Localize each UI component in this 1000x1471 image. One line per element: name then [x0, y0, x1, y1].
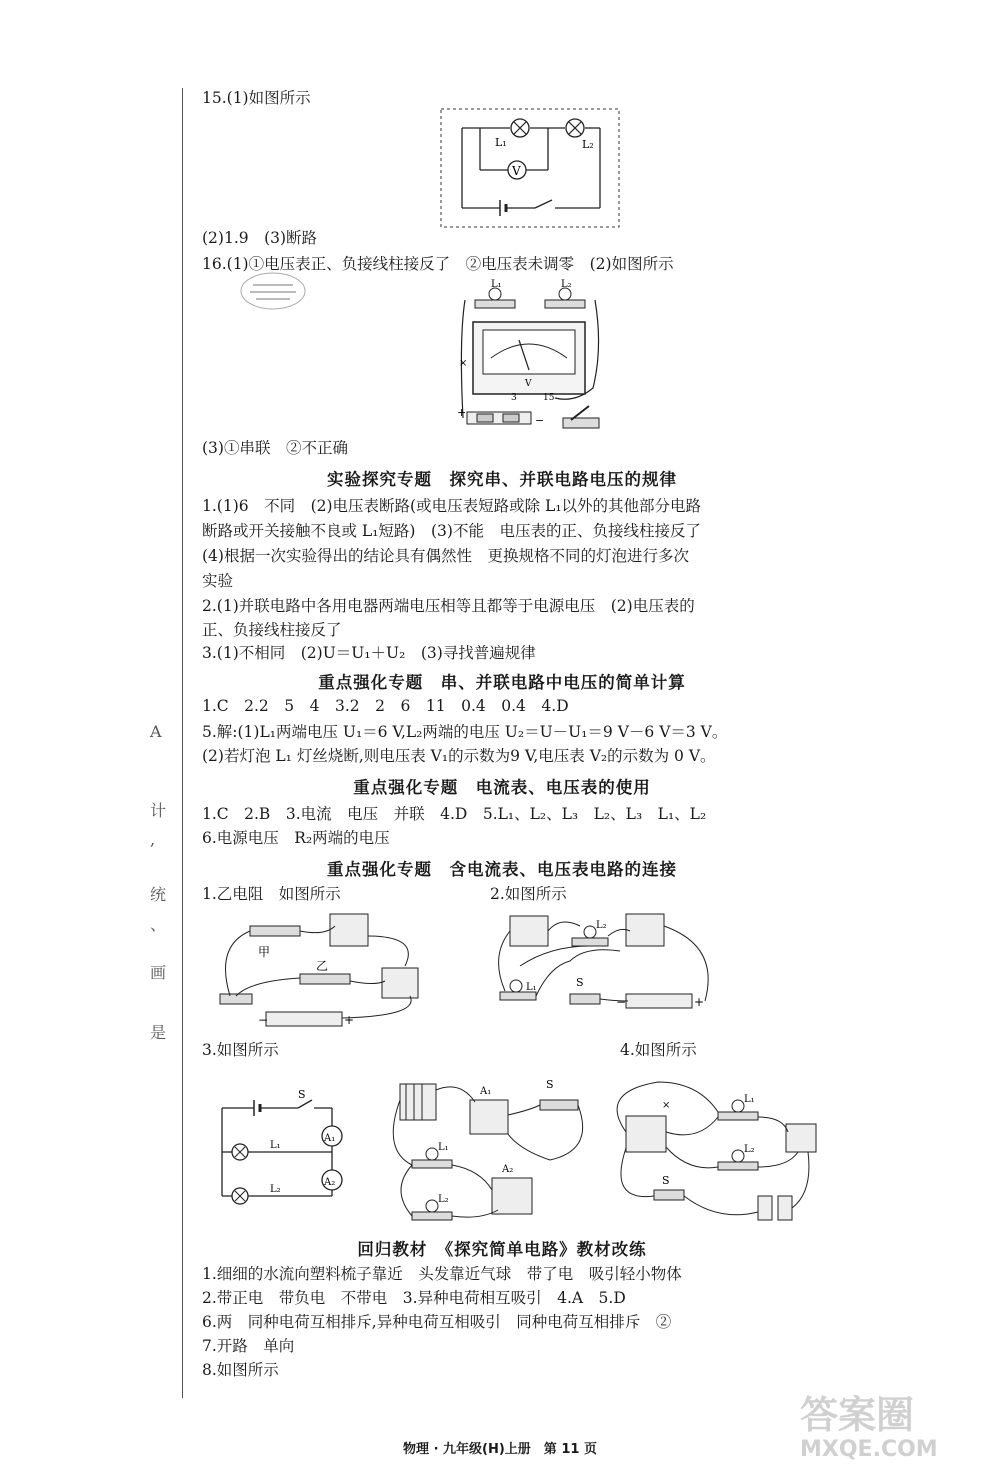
svg-text:L₂: L₂	[270, 1184, 281, 1195]
svg-text:A₁: A₁	[480, 1086, 492, 1097]
svg-text:L₂: L₂	[438, 1194, 449, 1205]
voltmeter-circuit-16	[455, 278, 605, 434]
svg-text:15: 15	[543, 393, 555, 403]
svg-text:A₂: A₂	[502, 1164, 514, 1175]
meters-answer-6: 6.电源电压 R₂两端的电压	[202, 829, 390, 847]
exp-answer-1b: 断路或开关接触不良或 L₁短路) (3)不能 电压表的正、负接线柱接反了	[202, 522, 701, 540]
svg-text:L₂: L₂	[744, 1144, 755, 1155]
answer-16-1: 16.(1)①电压表正、负接线柱接反了 ②电压表未调零 (2)如图所示	[202, 255, 674, 273]
margin-mark: 画	[150, 963, 167, 982]
schematic-figure-3	[214, 1088, 354, 1218]
svg-text:S: S	[662, 1174, 670, 1187]
exp-answer-1c: (4)根据一次实验得出的结论具有偶然性 更换规格不同的灯泡进行多次	[202, 547, 689, 565]
svg-text:S: S	[546, 1078, 554, 1091]
connection-figure-1	[210, 906, 450, 1036]
conn-answer-4: 4.如图所示	[620, 1041, 697, 1059]
svg-text:L₂: L₂	[596, 920, 607, 931]
svg-text:乙: 乙	[316, 959, 329, 973]
margin-mark: A	[150, 722, 162, 741]
svg-text:−: −	[616, 995, 627, 1009]
physical-figure-3	[380, 1070, 595, 1230]
svg-text:×: ×	[662, 1100, 671, 1111]
svg-text:L₁: L₁	[744, 1094, 755, 1105]
textbook-answer-8: 8.如图所示	[202, 1361, 279, 1379]
margin-mark: ,	[150, 830, 156, 849]
watermark-logo: 答案圈	[800, 1393, 915, 1437]
conn-answer-1: 1.乙电阻 如图所示	[202, 885, 341, 903]
margin-mark: 、	[150, 915, 167, 934]
calc-answer-5a: 5.解:(1)L₁两端电压 U₁＝6 V,L₂两端的电压 U₂＝U－U₁＝9 V－6 V＝3 V。	[202, 723, 728, 741]
conn-answer-2: 2.如图所示	[490, 885, 567, 903]
section-heading-textbook: 回归教材 《探究简单电路》教材改练	[357, 1240, 647, 1259]
svg-text:−: −	[258, 1013, 269, 1027]
margin-mark: 计	[150, 801, 167, 820]
svg-text:L₁: L₁	[491, 279, 502, 290]
textbook-answer-6: 6.两 同种电荷互相排斥,异种电荷互相吸引 同种电荷互相排斥 ②	[202, 1313, 672, 1331]
svg-text:L₁: L₁	[495, 136, 507, 149]
exp-answer-3: 3.(1)不相同 (2)U＝U₁＋U₂ (3)寻找普遍规律	[202, 644, 536, 662]
voltmeter-label: V	[512, 164, 521, 178]
exp-answer-2a: 2.(1)并联电路中各用电器两端电压相等且都等于电源电压 (2)电压表的	[202, 597, 695, 615]
svg-text:V: V	[525, 379, 532, 389]
margin-mark: 统	[150, 885, 167, 904]
svg-text:甲: 甲	[258, 945, 271, 959]
svg-text:−: −	[535, 414, 545, 427]
exp-answer-1d: 实验	[202, 572, 234, 590]
svg-text:L₂: L₂	[561, 279, 572, 290]
connection-figure-2	[490, 906, 720, 1024]
answer-15-1: 15.(1)如图所示	[202, 89, 311, 107]
svg-text:L₁: L₁	[438, 1142, 449, 1153]
circuit-diagram-15	[440, 108, 620, 228]
answer-16-3: (3)①串联 ②不正确	[202, 439, 348, 457]
svg-text:S: S	[576, 976, 584, 989]
answer-15-2: (2)1.9 (3)断路	[202, 229, 318, 247]
exp-answer-2b: 正、负接线柱接反了	[202, 621, 342, 639]
svg-text:L₁: L₁	[526, 982, 537, 993]
exp-answer-1a: 1.(1)6 不同 (2)电压表断路(或电压表短路或除 L₁以外的其他部分电路	[202, 497, 702, 515]
margin-rule	[182, 88, 183, 1398]
watermark-url: MXQE.COM	[800, 1437, 938, 1462]
calc-answer-1-4: 1.C 2.2 5 4 3.2 2 6 11 0.4 0.4 4.D	[202, 697, 569, 715]
margin-mark: 是	[150, 1023, 167, 1042]
textbook-answer-7: 7.开路 单向	[202, 1337, 295, 1355]
conn-answer-3: 3.如图所示	[202, 1041, 279, 1059]
svg-text:L₁: L₁	[270, 1140, 281, 1151]
watermark	[800, 1393, 938, 1462]
section-heading-experiment: 实验探究专题 探究串、并联电路电压的规律	[327, 470, 677, 489]
svg-text:A₂: A₂	[324, 1177, 336, 1188]
calc-answer-5b: (2)若灯泡 L₁ 灯丝烧断,则电压表 V₁的示数为9 V,电压表 V₂的示数为 0 V。	[202, 747, 716, 765]
section-heading-meters: 重点强化专题 电流表、电压表的使用	[353, 778, 651, 797]
svg-text:×: ×	[459, 358, 468, 369]
svg-text:A₁: A₁	[324, 1133, 336, 1144]
svg-text:L₂: L₂	[582, 138, 594, 151]
physical-figure-4	[598, 1072, 820, 1227]
textbook-answer-1: 1.细细的水流向塑料梳子靠近 头发靠近气球 带了电 吸引轻小物体	[202, 1265, 682, 1283]
svg-text:3: 3	[511, 393, 517, 403]
section-heading-calc: 重点强化专题 串、并联电路中电压的简单计算	[318, 673, 686, 692]
svg-text:+: +	[694, 995, 705, 1009]
svg-text:S: S	[298, 1088, 306, 1101]
svg-text:+: +	[457, 406, 467, 419]
svg-text:+: +	[344, 1013, 355, 1027]
page-footer: 物理 · 九年级(H)上册 第 11 页	[403, 1442, 597, 1457]
section-heading-connection: 重点强化专题 含电流表、电压表电路的连接	[327, 860, 677, 879]
textbook-answer-2-5: 2.带正电 带负电 不带电 3.异种电荷相互吸引 4.A 5.D	[202, 1289, 626, 1307]
meters-answer-1-5: 1.C 2.B 3.电流 电压 并联 4.D 5.L₁、L₂、L₃ L₂、L₃ L₁、L₂	[202, 805, 707, 823]
stamp-mark	[238, 270, 308, 312]
